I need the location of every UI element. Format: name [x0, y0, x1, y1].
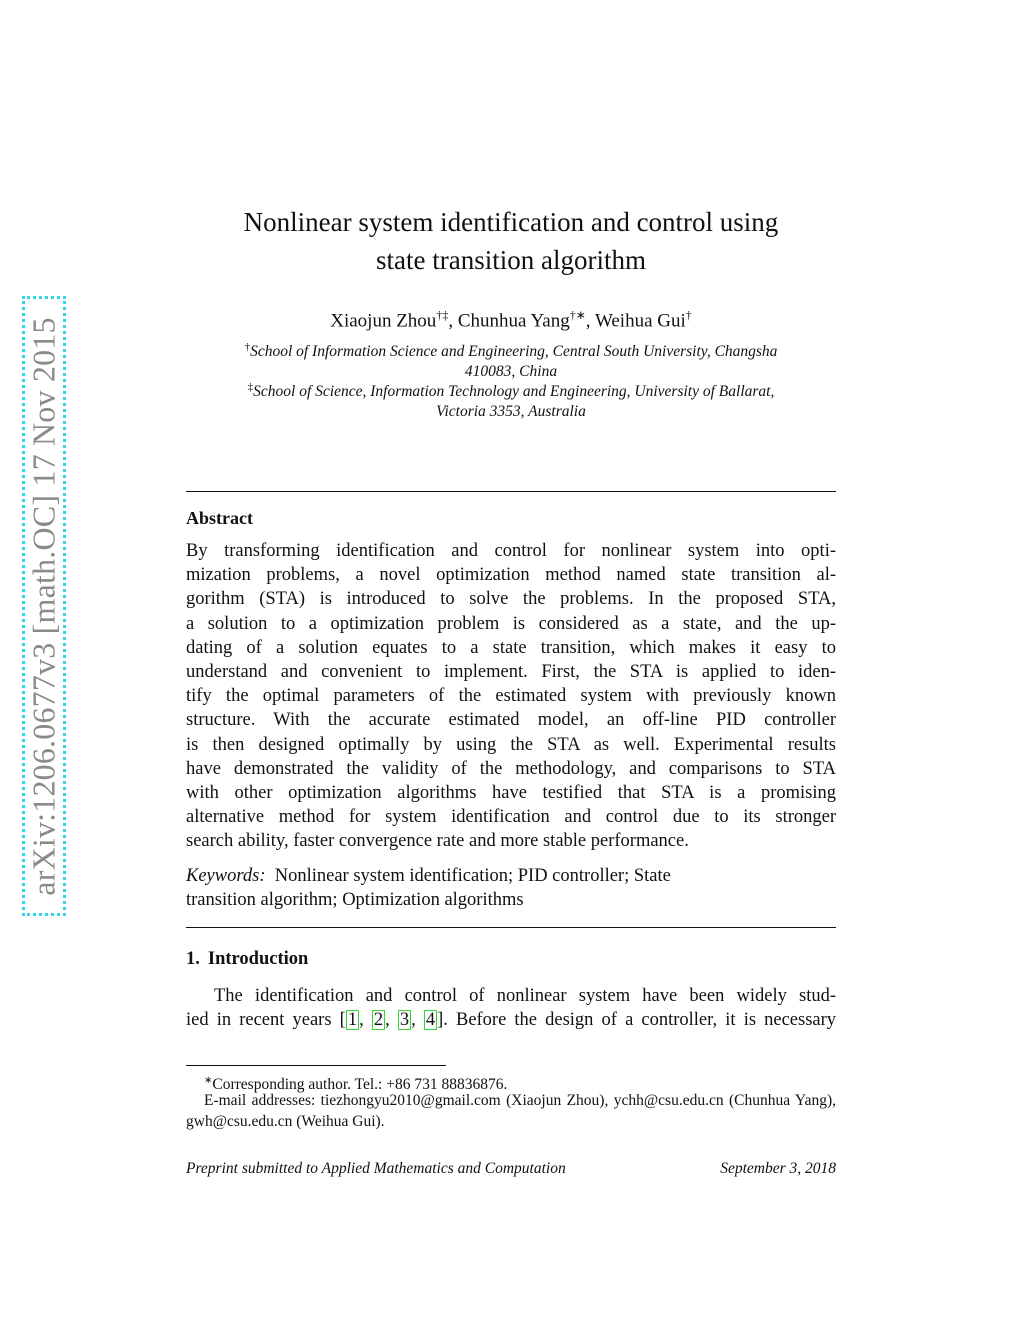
section-title: Introduction [207, 949, 309, 969]
intro-text: ied in recent years [ [186, 1010, 346, 1031]
abstract-line: search ability, faster convergence rate and more stable performance. [186, 831, 689, 852]
intro-paragraph [186, 984, 836, 1033]
affiliation-1 [186, 337, 836, 382]
footer-date: September 3, 2018 [720, 1160, 836, 1177]
citation-link[interactable]: 1 [347, 1010, 358, 1031]
intro-line: ied in recent years [ 1 , 2 , 3 , 4 ]. Before the design of a controller, it is necessary [186, 1010, 837, 1031]
author-marks: †∗ [569, 308, 586, 322]
arxiv-identifier: arXiv:1206.0677v3 [math.OC] 17 Nov 2015 [25, 316, 62, 896]
affiliation-mark: † [244, 341, 251, 353]
keywords-text: Nonlinear system identification; PID controller; State [274, 866, 671, 886]
abstract-line: tify the optimal parameters of the estimated system with previously known [186, 686, 836, 707]
preprint-note: Preprint submitted to Applied Mathematics and Computation [186, 1160, 566, 1177]
section-heading [186, 949, 308, 970]
affiliation-line: Victoria 3353, Australia [436, 403, 586, 421]
affiliation-2 [186, 377, 836, 422]
divider [186, 491, 836, 492]
abstract-line: By transforming identification and control for nonlinear system into opti- [186, 541, 836, 561]
keywords [186, 864, 836, 912]
citation-link[interactable]: 4 [425, 1010, 436, 1031]
abstract-body [186, 539, 836, 854]
abstract-line: understand and convenient to implement. First, the STA is applied to iden- [186, 662, 836, 683]
abstract-heading: Abstract [186, 508, 253, 528]
affiliation-mark: ‡ [247, 381, 254, 393]
intro-line: The identification and control of nonlinear system have been widely stud- [214, 986, 836, 1006]
citation-link[interactable]: 3 [399, 1010, 410, 1031]
footnote-divider [186, 1065, 446, 1066]
intro-text: ]. Before the design of a controller, it is necessary [437, 1010, 837, 1031]
abstract-line: is then designed optimally by using the STA as well. Experimental results [186, 734, 836, 755]
abstract-line: alternative method for system identification and control due to its stronger [186, 807, 836, 828]
author-marks: † [685, 308, 692, 322]
abstract-line: gorithm (STA) is introduced to solve the problems. In the proposed STA, [186, 589, 836, 610]
affiliation-line: School of Information Science and Engineering, Central South University, Changsha [250, 343, 778, 361]
paper-title [186, 203, 836, 279]
affiliation-line: School of Science, Information Technology and Engineering, University of Ballarat, [253, 383, 775, 401]
abstract-line: with other optimization algorithms have testified that STA is a promising [186, 783, 836, 804]
arxiv-side-stamp[interactable] [22, 296, 66, 916]
keywords-text: transition algorithm; Optimization algorithms [186, 890, 524, 911]
author-marks: †‡ [436, 308, 449, 322]
affiliation-line: 410083, China [464, 363, 558, 381]
author-list: Xiaojun Zhou†‡, Chunhua Yang†∗, Weihua Gui† [330, 308, 692, 332]
abstract-line: have demonstrated the validity of the methodology, and comparisons to STA [186, 758, 836, 779]
footnote-mark: ∗ [204, 1075, 213, 1086]
title-line-1: Nonlinear system identification and control using [243, 207, 779, 237]
section-number: 1. [186, 949, 200, 969]
author-name: Chunhua Yang [457, 310, 570, 332]
footnote-text: Corresponding author. Tel.: +86 731 88836876. [212, 1076, 508, 1094]
abstract-line: dating of a solution equates to a state transition, which makes it easy to [186, 637, 836, 658]
divider [186, 927, 836, 928]
author-name: Weihua Gui [594, 310, 686, 332]
footnote-emails: E-mail addresses: tiezhongyu2010@gmail.com (Xiaojun Zhou), ychh@csu.edu.cn (Chunhua Yang), gwh@csu.edu.cn (Weihua Gui). [186, 1092, 836, 1130]
author-name: Xiaojun Zhou [330, 310, 437, 332]
abstract-line: mization problems, a novel optimization method named state transition al- [186, 565, 836, 586]
abstract-line: structure. With the accurate estimated model, an off-line PID controller [186, 710, 836, 731]
citation-link[interactable]: 2 [373, 1010, 384, 1031]
keywords-label: Keywords: [186, 866, 266, 886]
abstract-line: a solution to a optimization problem is considered as a state, and the up- [186, 613, 836, 634]
title-line-2: state transition algorithm [376, 245, 646, 275]
